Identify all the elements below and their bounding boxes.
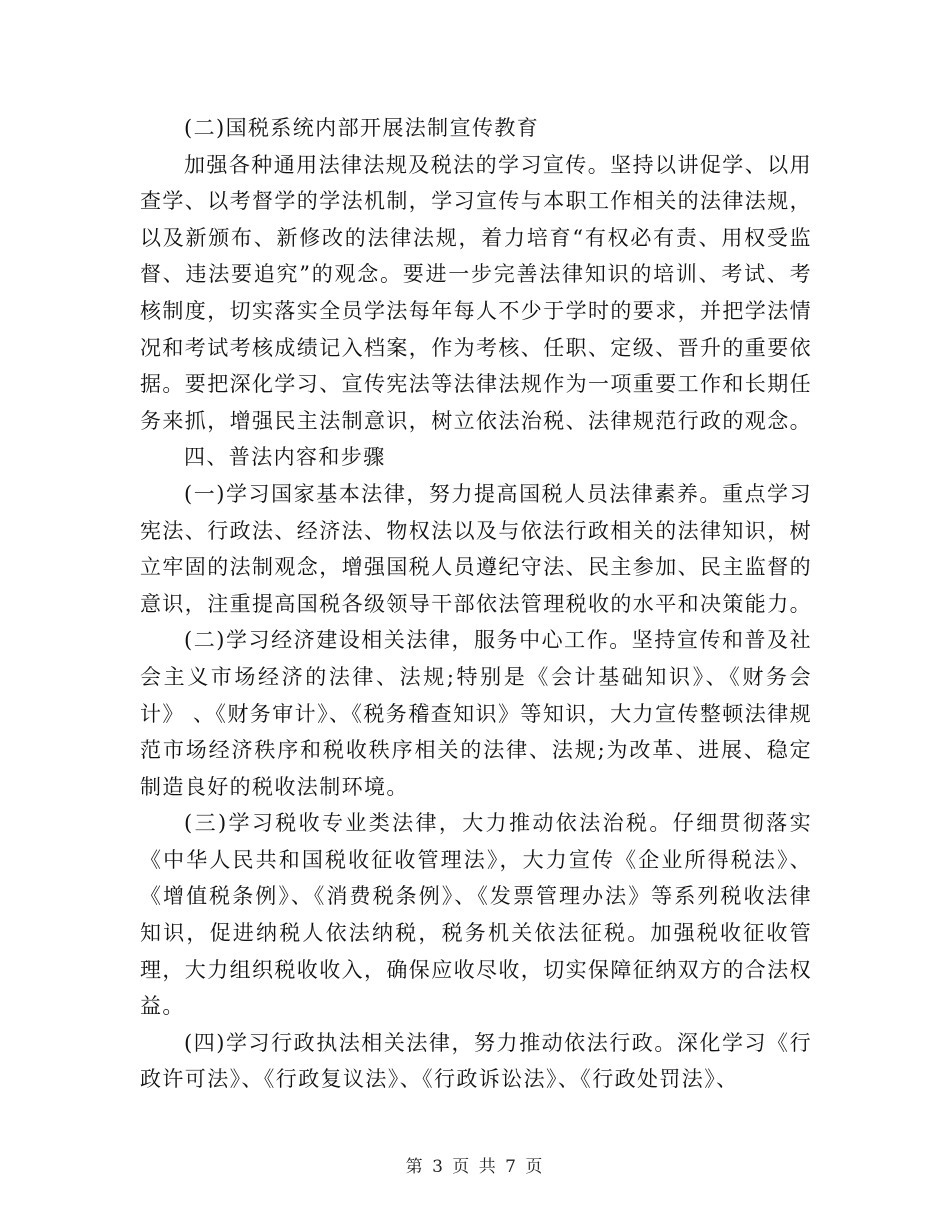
paragraph-study-publicity: 加强各种通用法律法规及税法的学习宣传。坚持以讲促学、以用查学、以考督学的学法机制，学习宣传与本职工作相关的法律法规，以及新颁布、新修改的法律法规，着力培育“有权必有责、用权受监督、违法要追究”的观念。要进一步完善法律知识的培训、考试、考核制度，切实落实全员学法每年每人不少于学时的要求，并把学法情况和考试考核成绩记入档案，作为考核、任职、定级、晋升的重要依据。要把深化学习、宣传宪法等法律法规作为一项重要工作和长期任务来抓，增强民主法制意识，树立依法治税、法律规范行政的观念。 — [140, 152, 812, 433]
document-body — [140, 110, 812, 1098]
paragraph-tax-law: (三)学习税收专业类法律，大力推动依法治税。仔细贯彻落实《中华人民共和国税收征收管理法》，大力宣传《企业所得税法》、《增值税条例》、《消费税条例》、《发票管理办法》等系列税收法律知识，促进纳税人依法纳税，税务机关依法征税。加强税收征收管理，大力组织税收收入，确保应收尽收，切实保障征纳双方的合法权益。 — [140, 811, 812, 1019]
section-heading-content-steps: 四、普法内容和步骤 — [184, 445, 386, 470]
paragraph-economic-law: (二)学习经济建设相关法律，服务中心工作。坚持宣传和普及社会主义市场经济的法律、法规;特别是《会计基础知识》、《财务会计》 、《财务审计》、《税务稽查知识》等知识，大力宣传整顿法律规范市场经济秩序和税收秩序相关的法律、法规;为改革、进展、稳定制造良好的税收法制环境。 — [140, 628, 812, 799]
page-footer: 第 3 页 共 7 页 — [405, 1157, 545, 1177]
section-heading-internal-education: (二)国税系统内部开展法制宣传教育 — [184, 116, 540, 140]
paragraph-administrative-law: (四)学习行政执法相关法律，努力推动依法行政。深化学习《行政许可法》、《行政复议法》、《行政诉讼法》、《行政处罚法》、 — [140, 1030, 812, 1092]
paragraph-basic-law: (一)学习国家基本法律，努力提高国税人员法律素养。重点学习宪法、行政法、经济法、物权法以及与依法行政相关的法律知识，树立牢固的法制观念，增强国税人员遵纪守法、民主参加、民主监督的意识，注重提高国税各级领导干部依法管理税收的水平和决策能力。 — [140, 481, 812, 616]
